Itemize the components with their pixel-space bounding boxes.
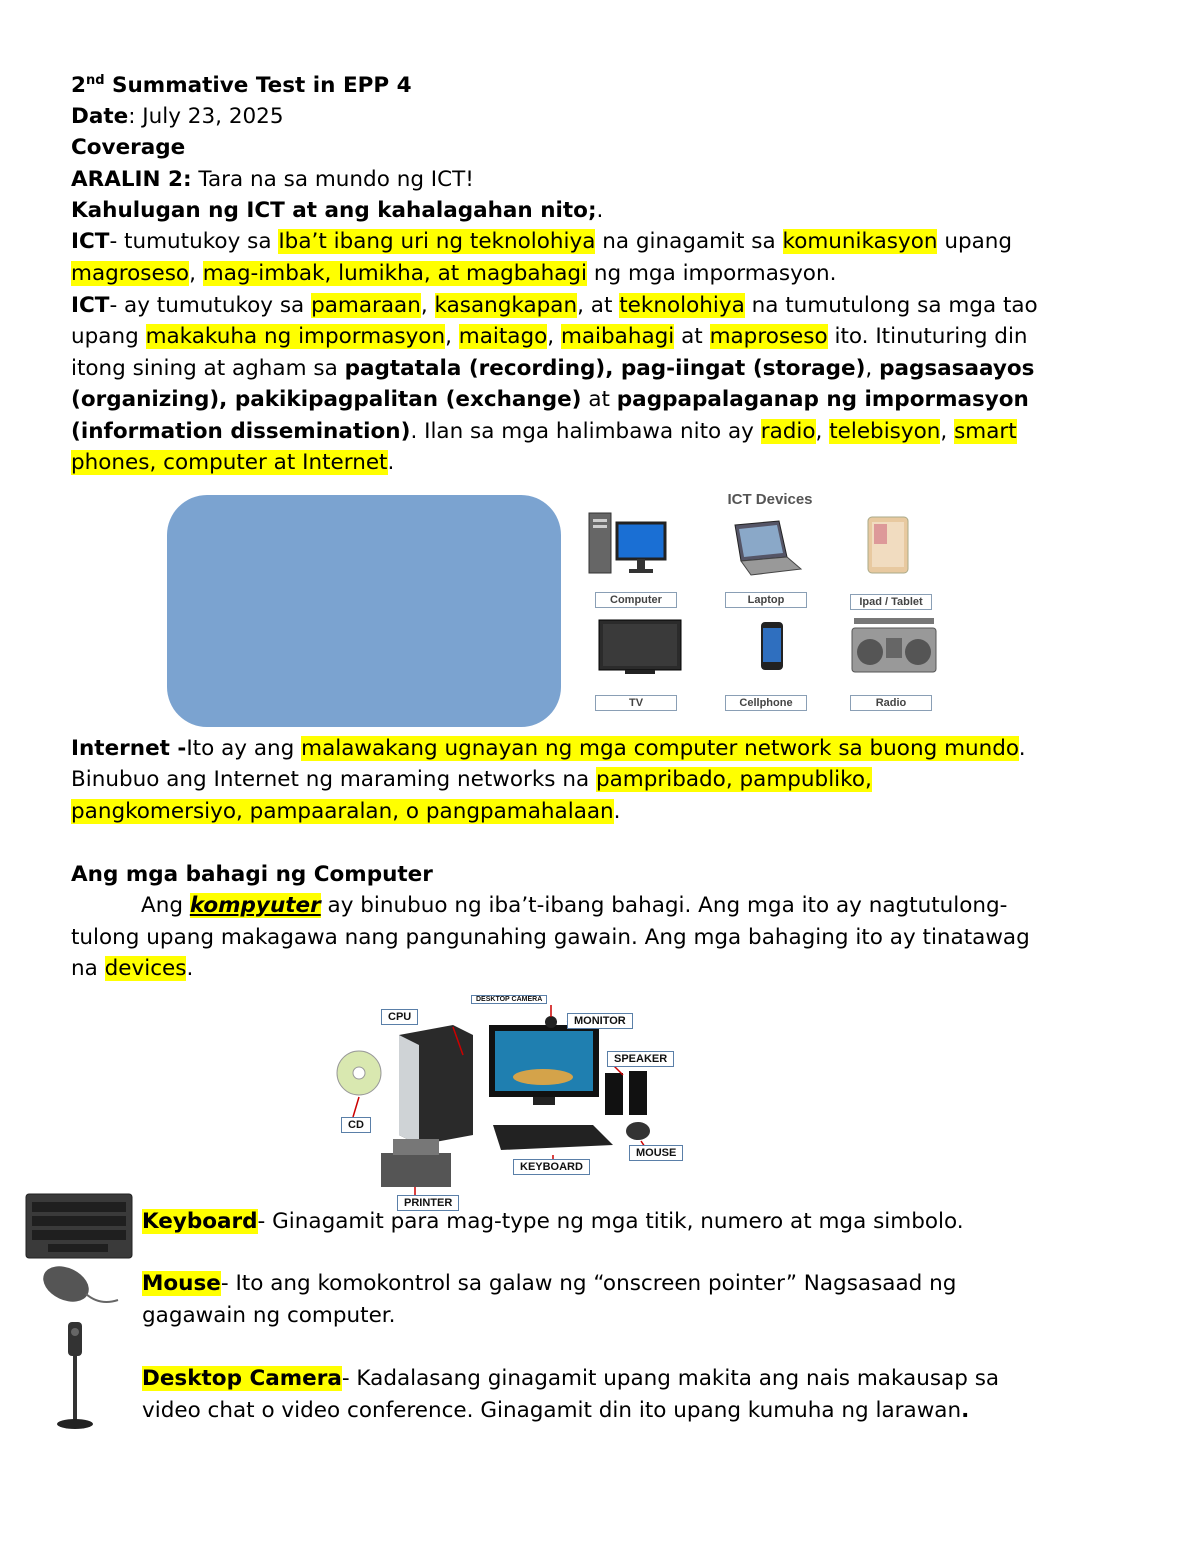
part-label-printer: PRINTER	[397, 1195, 459, 1211]
parts-line2: tulong upang makagawa nang pangunahing gawain. Ang mga bahaging ito ay tinatawag	[71, 925, 1030, 950]
page-title: 2nd Summative Test in EPP 4	[71, 72, 412, 98]
device-tv	[585, 610, 695, 715]
part-label-cpu: CPU	[381, 1009, 418, 1025]
device-label-cellphone: Cellphone	[725, 695, 807, 711]
device-tablet	[840, 509, 950, 614]
laptop-icon	[715, 507, 825, 597]
desktop-camera-icon	[52, 1320, 98, 1432]
parts-heading: Ang mga bahagi ng Computer	[71, 862, 433, 887]
ict-def2-line3: itong sining at agham sa pagtatala (recording), pag-iingat (storage), pagsasaayos	[71, 356, 1035, 381]
ict-def2-line5: (information dissemination). Ilan sa mga halimbawa nito ay radio, telebisyon, smart	[71, 419, 1017, 444]
part-label-desktop-camera: DESKTOP CAMERA	[471, 995, 547, 1004]
device-label-laptop: Laptop	[725, 592, 807, 608]
computer-icon	[585, 507, 695, 597]
part-label-keyboard: KEYBOARD	[513, 1159, 590, 1175]
device-radio	[840, 610, 950, 715]
ict-def2-line1: ICT- ay tumutukoy sa pamaraan, kasangkapan, at teknolohiya na tumutulong sa mga tao	[71, 293, 1038, 318]
ict-def2-line4: (organizing), pakikipagpalitan (exchange) at pagpapalaganap ng impormasyon	[71, 387, 1029, 412]
part-label-cd: CD	[341, 1117, 371, 1133]
internet-line3: pangkomersiyo, pampaaralan, o pangpamahalaan.	[71, 799, 621, 824]
device-label-tv: TV	[595, 695, 677, 711]
device-label-tablet: Ipad / Tablet	[850, 594, 932, 610]
kahulugan-heading: Kahulugan ng ICT at ang kahalagahan nito;.	[71, 198, 604, 223]
aralin-line: ARALIN 2: Tara na sa mundo ng ICT!	[71, 167, 474, 192]
cellphone-icon	[715, 610, 825, 690]
device-laptop	[715, 507, 825, 612]
tv-icon	[585, 610, 695, 690]
ict-devices-figure	[585, 485, 955, 715]
internet-line2: Binubuo ang Internet ng maraming networks na pampribado, pampubliko,	[71, 767, 872, 792]
mouse-icon	[38, 1262, 120, 1312]
tablet-icon	[840, 509, 950, 599]
mouse-description-line1: Mouse- Ito ang komokontrol sa galaw ng “onscreen pointer” Nagsasaad ng	[142, 1271, 957, 1296]
internet-line1: Internet -Ito ay ang malawakang ugnayan ng mga computer network sa buong mundo.	[71, 736, 1026, 761]
ict-def2-line6: phones, computer at Internet.	[71, 450, 395, 475]
part-label-mouse: MOUSE	[629, 1145, 683, 1161]
computer-parts-illustration	[323, 985, 703, 1213]
device-label-computer: Computer	[595, 592, 677, 608]
radio-icon	[840, 610, 950, 690]
device-computer	[585, 507, 695, 612]
part-label-monitor: MONITOR	[567, 1013, 633, 1029]
computer-parts-figure	[323, 985, 703, 1213]
ict-def2-line2: upang makakuha ng impormasyon, maitago, maibahagi at maproseso ito. Itinuturing din	[71, 324, 1028, 349]
part-label-speaker: SPEAKER	[607, 1051, 674, 1067]
mouse-description-line2: gagawain ng computer.	[142, 1303, 396, 1328]
ict-def1-line2: magroseso, mag-imbak, lumikha, at magbahagi ng mga impormasyon.	[71, 261, 837, 286]
coverage-heading: Coverage	[71, 135, 186, 160]
ict-def1-line1: ICT- tumutukoy sa Iba’t ibang uri ng teknolohiya na ginagamit sa komunikasyon upang	[71, 229, 1013, 254]
camera-description-line1: Desktop Camera- Kadalasang ginagamit upang makita ang nais makausap sa	[142, 1366, 1000, 1391]
blue-rounded-shape	[167, 495, 561, 727]
device-label-radio: Radio	[850, 695, 932, 711]
camera-description-line2: video chat o video conference. Ginagamit din ito upang kumuha ng larawan.	[142, 1398, 970, 1423]
keyboard-description: Keyboard- Ginagamit para mag-type ng mga titik, numero at mga simbolo.	[142, 1209, 964, 1234]
ict-devices-title: ICT Devices	[727, 491, 813, 508]
date-line: Date: July 23, 2025	[71, 104, 284, 129]
parts-line1: Ang kompyuter ay binubuo ng iba’t-ibang bahagi. Ang mga ito ay nagtutulong-	[141, 893, 1008, 918]
device-cellphone	[715, 610, 825, 715]
keyboard-icon	[24, 1192, 134, 1260]
parts-line3: na devices.	[71, 956, 194, 981]
